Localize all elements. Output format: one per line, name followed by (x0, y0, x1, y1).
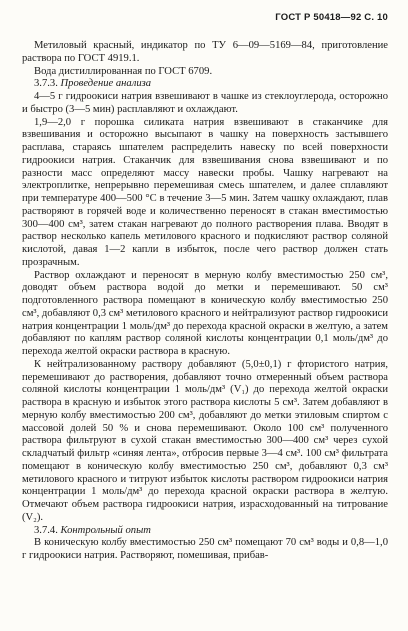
paragraph-analysis-4: К нейтрализованному раствору добавляют (5,0±0,1) г фтористого натрия, перемешивают до растворения, добавляют точно отмеренный объем раствора соляной кислоты концентрации 1 моль/дм³ (V₁) до перехода желтой окраски раствора в красную и избыток этого раствора кислоты 5 см³. Затем добавляют в мерную колбу вместимостью 200 см³, добавляют до метки этиловым спиртом с массовой долей 50 % и снова перемешивают. Около 100 см³ полученного раствора фильтруют в сухой стакан вместимостью 300—400 см³ через сухой складчатый фильтр «синяя лента», отбросив первые 3—4 см³. 100 см³ фильтрата помещают в коническую колбу вместимостью 250 см³, добавляют 0,3 см³ метилового красного и титруют избыток кислоты раствором гидроокиси натрия концентрации 1 моль/дм³ до перехода красной окраски раствора в желтую. Отмечают объем раствора гидроокиси натрия, израсходованный на титрование (V₂). (22, 358, 388, 523)
page-header: ГОСТ Р 50418—92 С. 10 (275, 12, 388, 23)
paragraph-reagent-indicator: Метиловый красный, индикатор по ТУ 6—09—5169—84, приготовление раствора по ГОСТ 4919.1. (22, 40, 388, 64)
section-number: 3.7.4. (34, 524, 58, 536)
section-title: Контрольный опыт (60, 524, 151, 536)
section-heading-control (22, 525, 388, 538)
section-title: Проведение анализа (60, 78, 152, 90)
section-number: 3.7.3. (34, 78, 58, 90)
paragraph-analysis-2: 1,9—2,0 г порошка силиката натрия взвешивают в стаканчике для взвешивания и осторожно высыпают в чашку на поверхность застывшего расплава, стараясь шпателем распределить навеску по всей поверхности гидроокиси натрия. Стаканчик для взвешивания снова взвешивают и по разности масс определяют массу навески пробы. Чашку нагревают на электроплитке, непрерывно перемешивая смесь шпателем, и далее сплавляют при температуре 400—500 °С в течение 3—5 мин. Затем чашку охлаждают, плав растворяют в горячей воде и количественно переносят в стакан вместимостью 300—400 см³, затем стакан нагревают до полного растворения плава. Вводят в раствор несколько капель метилового красного и подкисляют раствор соляной кислотой, давая 1—2 капли в избыток, после чего раствор должен стать прозрачным. (22, 116, 388, 268)
paragraph-control: В коническую колбу вместимостью 250 см³ помещают 70 см³ воды и 0,8—1,0 г гидроокиси натрия. Растворяют, помешивая, прибав- (22, 537, 388, 561)
paragraph-analysis-3: Раствор охлаждают и переносят в мерную колбу вместимостью 250 см³, доводят объем раствора водой до метки и перемешивают. 50 см³ подготовленного раствора помещают в коническую колбу вместимостью 250 см³, добавляют 0,3 см³ метилового красного и нейтрализуют раствор гидроокиси натрия концентрации 1 моль/дм³ до перехода красной окраски в желтую, а затем добавляют по каплям раствор соляной кислоты концентрации 0,1 моль/дм³ до перехода желтой окраски раствора в красную. (22, 269, 388, 357)
paragraph-analysis-1: 4—5 г гидроокиси натрия взвешивают в чашке из стеклоуглерода, осторожно и быстро (3—5 мин) расплавляют и охлаждают. (22, 91, 388, 115)
document-body (22, 40, 388, 563)
paragraph-reagent-water: Вода дистиллированная по ГОСТ 6709. (34, 65, 213, 77)
section-heading-analysis (22, 78, 388, 91)
